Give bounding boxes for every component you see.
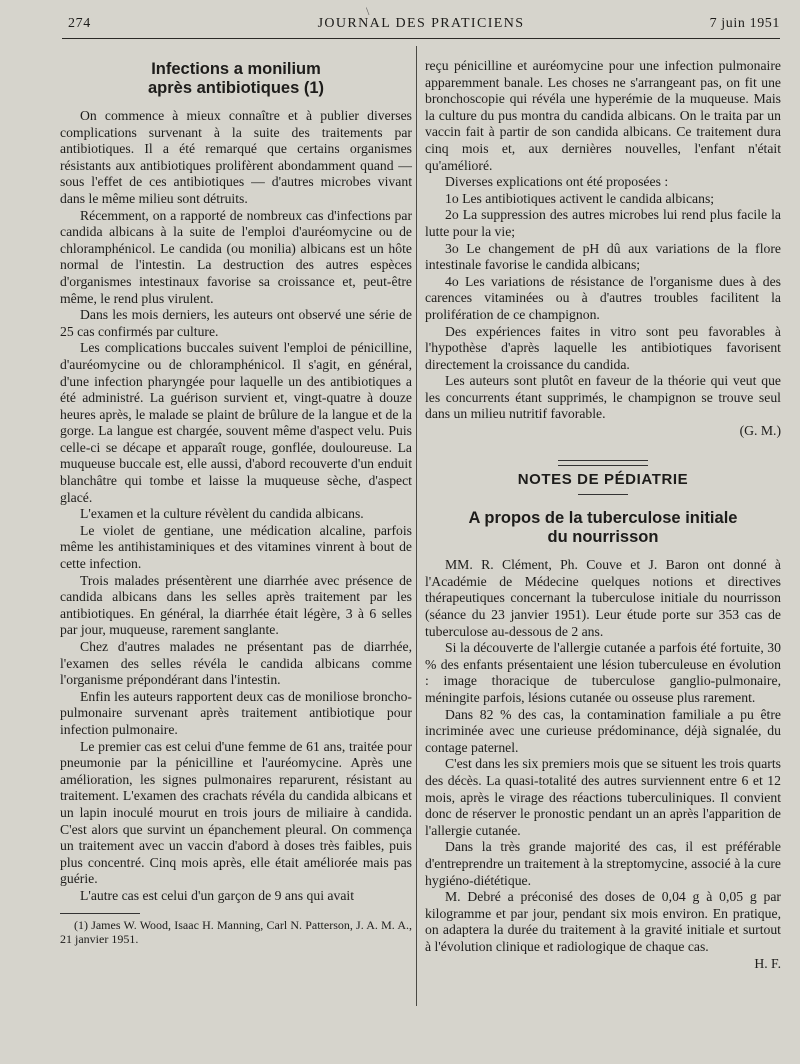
article2-paragraph: C'est dans les six premiers mois que se situent les trois quarts des décès. La quasi-totalité des autres surviennent entre 6 et 12 mois, après le virage des réactions tuberculiniques. Il convient donc de réserver le pronostic pendant un an après l'apparition de l'allergie cutanée. <box>425 756 781 838</box>
article2-title <box>425 509 781 547</box>
column-divider <box>416 46 417 1006</box>
article1-paragraph: Récemment, on a rapporté de nombreux cas d'infections par candida albicans à la suite de l'emploi d'auréomycine ou de chloramphénicol. Le candida (ou monilia) albicans est un hôte normal de l'intestin. La destruction des autres espèces d'organismes intestinaux favorise sa croissance et, peut-être même, le rend plus virulent. <box>60 207 412 306</box>
article1-paragraph: Le premier cas est celui d'une femme de 61 ans, traitée pour pneumonie par la pénicilline et l'auréomycine. Après une amélioration, les signes pulmonaires reparurent, résistant au traitement. L'examen des crachats révéla du candida albicans et un lapin inoculé mourut en trois jours de miliaire à candida. C'est alors que survint un épanchement pleural. On commença un traitement avec un vaccin d'abord à doses très faibles, puis plus concentré. Cinq mois après, elle était améliorée mais pas guérie. <box>60 738 412 887</box>
footnote <box>60 918 412 946</box>
article1-paragraph: L'autre cas est celui d'un garçon de 9 ans qui avait <box>80 887 355 903</box>
right-column <box>425 58 781 972</box>
footnote-rule <box>60 913 140 914</box>
article2-title-line1: A propos de la tuberculose initiale <box>468 509 738 528</box>
article1-paragraph: reçu pénicilline et auréomycine pour une infection pulmonaire apparemment banale. Les choses ne s'arrangeant pas, on fit une bronchoscopie qui révéla une hyperémie de la muqueuse. Mais la culture du pus montra du candida albicans. On le traita par un vaccin fait à partir de son candida albicans. Ce traitement dura cinq mois et, aux dernières nouvelles, l'enfant n'était qu'amélioré. <box>425 58 781 173</box>
article1-paragraph: L'examen et la culture révèlent du candida albicans. <box>80 506 364 522</box>
article2-paragraph: M. Debré a préconisé des doses de 0,04 g à 0,05 g par kilogramme et par jour, pendant six mois environ. En pratique, on adaptera la durée du traitement à la gravité initiale et surtout à l'évolution clinique et radiologique de chaque cas. <box>425 889 781 954</box>
article2-paragraph: MM. R. Clément, Ph. Couve et J. Baron ont donné à l'Académie de Médecine quelques notions et directives thérapeutiques concernant la tuberculose initiale du nourrisson (séance du 23 janvier 1951). Leur étude porte sur 353 cas de tuberculose au-dessous de 2 ans. <box>425 557 781 639</box>
article1-paragraph: On commence à mieux connaître et à publier diverses complications survenant à la suite des traitements par antibiotiques. Il a été remarqué que certains organismes résistants aux antibiotiques prolifèrent abondamment quand — sous l'effet de ces antibiotiques — d'autres microbes vivant dans le même milieu sont détruits. <box>60 108 412 206</box>
article2-paragraph: Dans 82 % des cas, la contamination familiale a pu être incriminée avec une curieuse prédominance, déjà signalée, du contage paternel. <box>425 706 781 755</box>
page-header <box>62 16 780 36</box>
article1-paragraph: Les complications buccales suivent l'emploi de pénicilline, d'auréomycine ou de chloramphénicol. Il s'agit, en général, d'une infection pharyngée pour laquelle un des antibiotiques a été administré. La guérison survient et, vingt-quatre à douze heures après, le malade se plaint de brûlure de la langue et de la gorge. La langue est chargée, souvent même d'aspect velu. Puis celle-ci se décape et apparaît rouge, gonflée, douloureuse. La muqueuse buccale est, elle aussi, d'abord recouverte d'un enduit blanchâtre qui tombe et laisse la muqueuse sèche, d'aspect glacé. <box>60 340 412 505</box>
article2-title-line2: du nourrisson <box>547 528 659 547</box>
page-number: 274 <box>68 16 91 31</box>
article2-signature: H. F. <box>754 955 781 971</box>
article1-paragraph: Des expériences faites in vitro sont peu favorables à l'hypothèse d'après laquelle les antibiotiques favorisent directement la croissance du candida. <box>425 323 781 372</box>
section-rule <box>558 460 648 466</box>
article1-signature: (G. M.) <box>739 423 781 439</box>
article1-paragraph: Enfin les auteurs rapportent deux cas de moniliose broncho-pulmonaire survenant après traitement antibiotique pour infection pulmonaire. <box>60 688 412 737</box>
journal-title: JOURNAL DES PRATICIENS <box>317 16 525 31</box>
article1-list-item: 4o Les variations de résistance de l'organisme dues à des carences vitaminées ou à d'autres troubles facilitent la prolifération de ce champignon. <box>425 273 781 322</box>
article1-title <box>60 60 412 98</box>
article1-list-item: 2o La suppression des autres microbes lui rend plus facile la lutte pour la vie; <box>425 207 781 239</box>
article1-title-line2: après antibiotiques (1) <box>147 79 325 97</box>
section-subrule <box>578 494 628 495</box>
left-column <box>60 60 412 946</box>
article1-list-item: 3o Le changement de pH dû aux variations de la flore intestinale favorise le candida albicans; <box>425 240 781 273</box>
article1-paragraph: Diverses explications ont été proposées : <box>445 174 669 190</box>
article1-paragraph: Dans les mois derniers, les auteurs ont observé une série de 25 cas confirmés par culture. <box>60 307 412 339</box>
article1-title-line1: Infections a monilium <box>151 60 321 78</box>
article1-paragraph: Les auteurs sont plutôt en faveur de la théorie qui veut que les concurrents étant supprimés, le champignon se trouve seul dans un milieu nutritif favorable. <box>425 373 781 422</box>
footnote-text: (1) James W. Wood, Isaac H. Manning, Carl N. Patterson, J. A. M. A., 21 janvier 1951. <box>60 917 412 946</box>
article1-list-item: 1o Les antibiotiques activent le candida albicans; <box>445 190 715 206</box>
header-rule <box>62 38 780 39</box>
article1-paragraph: Le violet de gentiane, une médication alcaline, parfois même les antihistaminiques et des vitamines vinrent à bout de cette infection. <box>60 522 412 572</box>
article2-paragraph: Si la découverte de l'allergie cutanée a parfois été fortuite, 30 % des enfants présentaient une lésion tuberculeuse en évolution : image thoracique de tuberculose ganglio-pulmonaire, méningite parfois, lésions cutanée ou osseuse plus rarement. <box>425 640 781 705</box>
issue-date: 7 juin 1951 <box>709 16 780 31</box>
article2-paragraph: Dans la très grande majorité des cas, il est préférable d'entreprendre un traitement à la streptomycine, associé à la cure hygiéno-diététique. <box>425 839 781 888</box>
section-heading: NOTES DE PÉDIATRIE <box>517 470 689 488</box>
article1-paragraph: Trois malades présentèrent une diarrhée avec présence de candida albicans dans les selles après traitement par les antibiotiques. En général, la diarrhée était légère, 3 à 6 selles par jour, muqueuse, rarement sanglante. <box>60 572 412 638</box>
margin-mark: \ <box>366 4 370 18</box>
article1-paragraph: Chez d'autres malades ne présentant pas de diarrhée, l'examen des selles révéla le candida albicans comme l'organisme prépondérant dans l'intestin. <box>60 639 412 688</box>
